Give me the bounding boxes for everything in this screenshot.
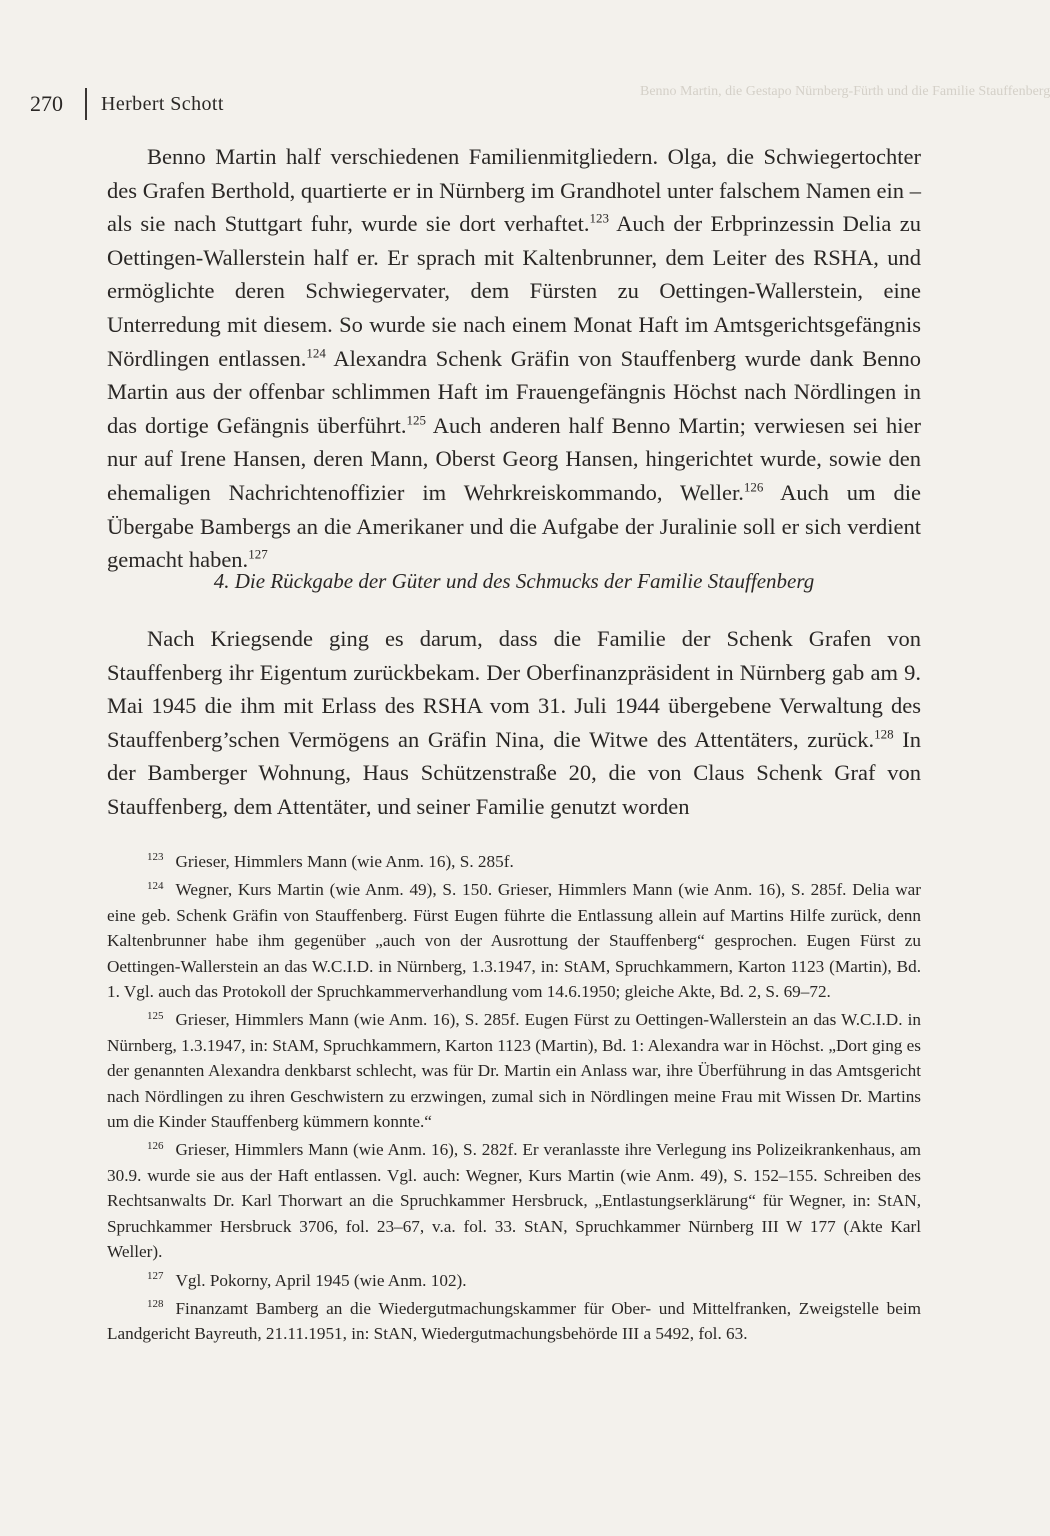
header-divider — [85, 88, 87, 120]
body-paragraph-1 — [107, 140, 921, 577]
footnote-ref[interactable]: 123 — [589, 210, 610, 226]
section-heading: 4. Die Rückgabe der Güter und des Schmucks der Familie Stauffenberg — [213, 569, 815, 593]
paragraph-text: Alexandra Schenk Gräfin von Stauffenberg wurde dank Benno Martin aus der offenbar schlimmen Haft im Frauengefängnis Höchst nach Nördlingen in das dortige Gefängnis überführt. — [107, 345, 921, 438]
footnote-ref[interactable]: 126 — [743, 479, 764, 495]
footnote — [107, 1007, 921, 1134]
footnote-number: 124 — [147, 879, 164, 892]
running-header — [30, 88, 224, 120]
footnote-number: 128 — [147, 1298, 164, 1311]
bleed-through-text: Benno Martin, die Gestapo Nürnberg-Fürth und die Familie Stauffenberg — [640, 84, 1050, 99]
paragraph-text: Benno Martin half verschiedenen Familienmitgliedern. Olga, die Schwiegertochter des Grafen Berthold, quartierte er in Nürnberg im Grandhotel unter falschem Namen ein – als sie nach Stuttgart fuhr, wurde sie dort verhaftet. — [107, 144, 921, 237]
paragraph-text: Auch der Erbprinzessin Delia zu Oettingen-Wallerstein half er. Er sprach mit Kaltenbrunner, dem Leiter des RSHA, und ermöglichte deren Schwiegervater, dem Fürsten zu Oettingen-Wallerstein, eine Unterredung mit diesem. So wurde sie nach einem Monat Haft im Amtsgerichtsgefängnis Nördlingen entlassen. — [107, 211, 921, 371]
paragraph-text: Nach Kriegsende ging es darum, dass die Familie der Schenk Grafen von Stauffenberg ihr Eigentum zurückbekam. Der Oberfinanzpräsident in Nürnberg gab am 9. Mai 1945 die ihm mit Erlass des RSHA vom 31. Juli 1944 übergebene Verwaltung des Stauffenberg’schen Vermögens an Gräfin Nina, die Witwe des Attentäters, zurück. — [107, 626, 921, 752]
footnote-number: 127 — [147, 1269, 164, 1282]
footnote-ref[interactable]: 127 — [248, 546, 268, 562]
footnote-ref[interactable]: 124 — [306, 345, 326, 361]
body-paragraph-2 — [107, 622, 921, 824]
page-number: 270 — [30, 91, 63, 116]
footnote-text: Vgl. Pokorny, April 1945 (wie Anm. 102). — [175, 1270, 467, 1290]
footnote-number: 125 — [147, 1009, 164, 1022]
footnote-text: Grieser, Himmlers Mann (wie Anm. 16), S. 285f. Eugen Fürst zu Oettingen-Wallerstein an das W.C.I.D. in Nürnberg, 1.3.1947, in: StAM, Spruchkammern, Karton 1123 (Martin), Bd. 1: Alexandra war in Höchst. „Dort ging es der genannten Alexandra denkbarst schlecht, was für Dr. Martin ein Anlass war, ihre Überführung in das Amtsgericht nach Nördlingen zu ihren Geschwistern zu erzwingen, zumal sich in Nördlingen meine Frau mit Wissen Dr. Martins um die Kinder Stauffenberg kümmern konnte.“ — [107, 1010, 921, 1132]
footnote-text: Grieser, Himmlers Mann (wie Anm. 16), S. 282f. Er veranlasste ihre Verlegung ins Polizeikrankenhaus, am 30.9. wurde sie aus der Haft entlassen. Vgl. auch: Wegner, Kurs Martin (wie Anm. 49), S. 152–155. Schreiben des Rechtsanwalts Dr. Karl Thorwart an die Spruchkammer Hersbruck, „Entlastungserklärung“ für Wegner, in: StAN, Spruchkammer Hersbruck 3706, fol. 23–67, v.a. fol. 33. StAN, Spruchkammer Nürnberg III W 177 (Akte Karl Weller). — [107, 1140, 921, 1262]
footnote — [107, 1268, 921, 1293]
footnotes — [107, 849, 921, 1350]
footnote-number: 126 — [147, 1139, 164, 1152]
paragraph-text: Auch um die Übergabe Bambergs an die Amerikaner und die Aufgabe der Juralinie soll er sich verdient gemacht haben. — [107, 479, 922, 573]
footnote — [107, 1137, 921, 1264]
footnote-ref[interactable]: 128 — [874, 726, 894, 742]
footnote-ref[interactable]: 125 — [406, 412, 426, 428]
footnote — [107, 877, 921, 1004]
paragraph-text: Auch anderen half Benno Martin; verwiesen sei hier nur auf Irene Hansen, deren Mann, Oberst Georg Hansen, hingerichtet wurde, sowie den ehemaligen Nachrichtenoffizier im Wehrkreiskommando, Weller. — [107, 412, 921, 505]
running-header-author: Herbert Schott — [101, 92, 224, 115]
footnote-text: Wegner, Kurs Martin (wie Anm. 49), S. 150. Grieser, Himmlers Mann (wie Anm. 16), S. 285f. Delia war eine geb. Schenk Gräfin von Stauffenberg. Fürst Eugen führte die Entlassung allein auf Martins Hilfe zurück, denn Kaltenbrunner habe ihm gegenüber „auch von der Ausrottung der Stauffenberg“ gesprochen. Eugen Fürst zu Oettingen-Wallerstein an das W.C.I.D. in Nürnberg, 1.3.1947, in: StAM, Spruchkammern, Karton 1123 (Martin), Bd. 1. Vgl. auch das Protokoll der Spruchkammerverhandlung vom 14.6.1950; gleiche Akte, Bd. 2, S. 69–72. — [107, 880, 921, 1002]
footnote-text: Finanzamt Bamberg an die Wiedergutmachungskammer für Ober- und Mittelfranken, Zweigstelle beim Landgericht Bayreuth, 21.11.1951, in: StAN, Wiedergutmachungsbehörde III a 5492, fol. 63. — [107, 1298, 921, 1344]
footnote-number: 123 — [147, 851, 164, 864]
footnote — [107, 1296, 921, 1347]
footnote — [107, 849, 921, 874]
footnote-text: Grieser, Himmlers Mann (wie Anm. 16), S. 285f. — [175, 852, 514, 871]
paragraph-text: In der Bamberger Wohnung, Haus Schützenstraße 20, die von Claus Schenk Graf von Stauffenberg, dem Attentäter, und seiner Familie genutzt worden — [107, 726, 921, 819]
